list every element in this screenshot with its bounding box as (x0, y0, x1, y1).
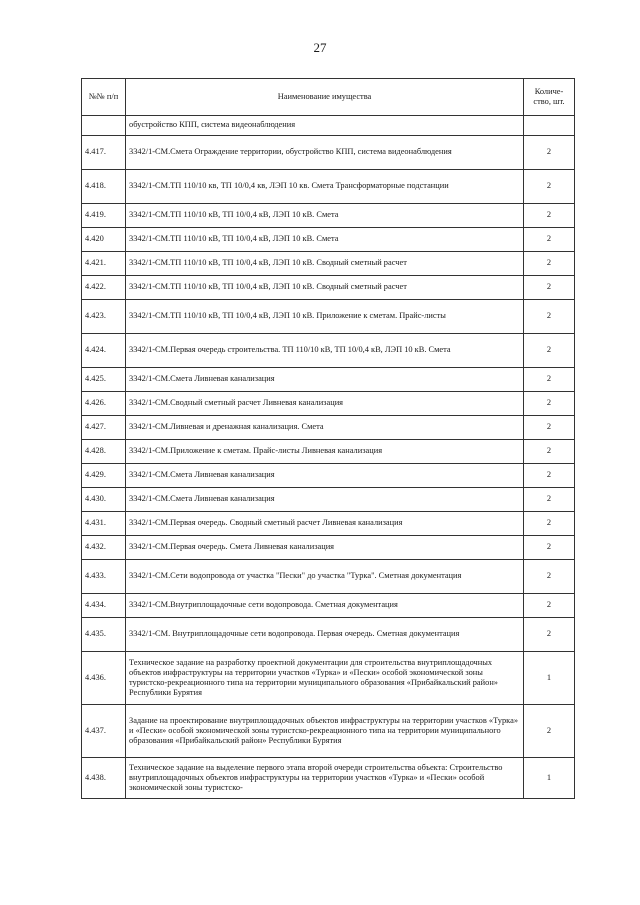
row-name: Техническое задание на разработку проектной документации для строительства внутриплощадочных объектов инфраструктуры на территории участков «Турка» и «Пески» особой экономической зоны туристско-рекреационного типа на территории муниципального образования «Прибайкальский район» Республики Бурятия (126, 652, 524, 705)
table-row (82, 276, 575, 300)
row-quantity: 2 (524, 536, 575, 560)
property-table (81, 78, 575, 799)
row-quantity: 2 (524, 368, 575, 392)
row-name: 3342/1-СМ.Приложение к сметам. Прайс-листы Ливневая канализация (126, 440, 524, 464)
row-name: 3342/1-СМ.Смета Ливневая канализация (126, 464, 524, 488)
table-row (82, 440, 575, 464)
row-number: 4.432. (82, 536, 126, 560)
row-name: 3342/1-СМ.ТП 110/10 кВ, ТП 10/0,4 кВ, ЛЭП 10 кВ. Сводный сметный расчет (126, 276, 524, 300)
table-header-row (82, 79, 575, 116)
row-quantity: 2 (524, 416, 575, 440)
header-name: Наименование имущества (126, 79, 524, 116)
row-name: 3342/1-СМ.ТП 110/10 кВ, ТП 10/0,4 кВ, ЛЭП 10 кВ. Сводный сметный расчет (126, 252, 524, 276)
row-number: 4.427. (82, 416, 126, 440)
row-name: 3342/1-СМ.Сводный сметный расчет Ливневая канализация (126, 392, 524, 416)
row-quantity: 2 (524, 440, 575, 464)
row-name: 3342/1-СМ.Первая очередь. Сводный сметный расчет Ливневая канализация (126, 512, 524, 536)
row-number: 4.422. (82, 276, 126, 300)
row-name: 3342/1-СМ.Первая очередь. Смета Ливневая канализация (126, 536, 524, 560)
header-quantity: Количе-ство, шт. (524, 79, 575, 116)
row-quantity: 2 (524, 334, 575, 368)
table-row (82, 204, 575, 228)
row-number: 4.423. (82, 300, 126, 334)
row-number: 4.426. (82, 392, 126, 416)
row-quantity: 2 (524, 464, 575, 488)
row-number: 4.434. (82, 594, 126, 618)
table-row (82, 416, 575, 440)
table-row (82, 536, 575, 560)
table-row (82, 334, 575, 368)
row-name: 3342/1-СМ.Ливневая и дренажная канализация. Смета (126, 416, 524, 440)
row-name: 3342/1-СМ.Сети водопровода от участка "Пески" до участка "Турка". Сметная документация (126, 560, 524, 594)
row-quantity: 2 (524, 252, 575, 276)
table-row (82, 618, 575, 652)
table-row-continuation (82, 116, 575, 136)
row-quantity: 2 (524, 204, 575, 228)
row-number: 4.425. (82, 368, 126, 392)
row-number: 4.437. (82, 705, 126, 758)
row-quantity: 2 (524, 488, 575, 512)
row-name: 3342/1-СМ.ТП 110/10 кВ, ТП 10/0,4 кВ, ЛЭП 10 кВ. Смета (126, 204, 524, 228)
table-row (82, 252, 575, 276)
row-quantity: 1 (524, 652, 575, 705)
row-quantity: 2 (524, 276, 575, 300)
row-name: 3342/1-СМ.Смета Ливневая канализация (126, 488, 524, 512)
row-number: 4.418. (82, 170, 126, 204)
row-quantity: 2 (524, 594, 575, 618)
row-number: 4.430. (82, 488, 126, 512)
row-name: 3342/1-СМ.Первая очередь строительства. ТП 110/10 кВ, ТП 10/0,4 кВ, ЛЭП 10 кВ. Смета (126, 334, 524, 368)
row-name: Задание на проектирование внутриплощадочных объектов инфраструктуры на территории участков «Турка» и «Пески» особой экономической зоны туристско-рекреационного типа на территории муниципального образования «Прибайкальский район» Республики Бурятия (126, 705, 524, 758)
row-number: 4.431. (82, 512, 126, 536)
row-name: 3342/1-СМ.Внутриплощадочные сети водопровода. Сметная документация (126, 594, 524, 618)
row-quantity: 2 (524, 300, 575, 334)
row-quantity: 2 (524, 705, 575, 758)
table-row (82, 300, 575, 334)
row-number: 4.435. (82, 618, 126, 652)
table-row (82, 705, 575, 758)
row-name: 3342/1-СМ.ТП 110/10 кВ, ТП 10/0,4 кВ, ЛЭП 10 кВ. Приложение к сметам. Прайс-листы (126, 300, 524, 334)
row-number: 4.436. (82, 652, 126, 705)
table-row (82, 512, 575, 536)
table-row (82, 488, 575, 512)
table-row (82, 652, 575, 705)
row-number: 4.428. (82, 440, 126, 464)
row-number: 4.417. (82, 136, 126, 170)
row-quantity: 2 (524, 560, 575, 594)
table-row (82, 368, 575, 392)
table-row (82, 758, 575, 799)
row-name: 3342/1-СМ. Внутриплощадочные сети водопровода. Первая очередь. Сметная документация (126, 618, 524, 652)
table-row (82, 560, 575, 594)
row-name: обустройство КПП, система видеонаблюдения (126, 116, 524, 136)
row-number (82, 116, 126, 136)
row-quantity (524, 116, 575, 136)
row-number: 4.419. (82, 204, 126, 228)
row-quantity: 2 (524, 228, 575, 252)
row-quantity: 2 (524, 392, 575, 416)
row-quantity: 2 (524, 618, 575, 652)
table-row (82, 170, 575, 204)
row-number: 4.424. (82, 334, 126, 368)
table-row (82, 136, 575, 170)
row-number: 4.438. (82, 758, 126, 799)
row-quantity: 2 (524, 136, 575, 170)
row-name: 3342/1-СМ.ТП 110/10 кВ, ТП 10/0,4 кВ, ЛЭП 10 кВ. Смета (126, 228, 524, 252)
row-name: Техническое задание на выделение первого этапа второй очереди строительства объекта: Строительство внутриплощадочных объектов инфраструктуры на территории участков «Турка» и «Пески» особой экономической зоны туристско- (126, 758, 524, 799)
row-number: 4.420 (82, 228, 126, 252)
table-row (82, 392, 575, 416)
row-number: 4.429. (82, 464, 126, 488)
row-quantity: 1 (524, 758, 575, 799)
table-row (82, 228, 575, 252)
row-number: 4.421. (82, 252, 126, 276)
row-number: 4.433. (82, 560, 126, 594)
row-quantity: 2 (524, 512, 575, 536)
header-number: №№ п/п (82, 79, 126, 116)
table-row (82, 464, 575, 488)
row-quantity: 2 (524, 170, 575, 204)
table-row (82, 594, 575, 618)
page-number: 27 (313, 40, 327, 55)
row-name: 3342/1-СМ.ТП 110/10 кв, ТП 10/0,4 кв, ЛЭП 10 кв. Смета Трансформаторные подстанции (126, 170, 524, 204)
row-name: 3342/1-СМ.Смета Ливневая канализация (126, 368, 524, 392)
row-name: 3342/1-СМ.Смета Ограждение территории, обустройство КПП, система видеонаблюдения (126, 136, 524, 170)
